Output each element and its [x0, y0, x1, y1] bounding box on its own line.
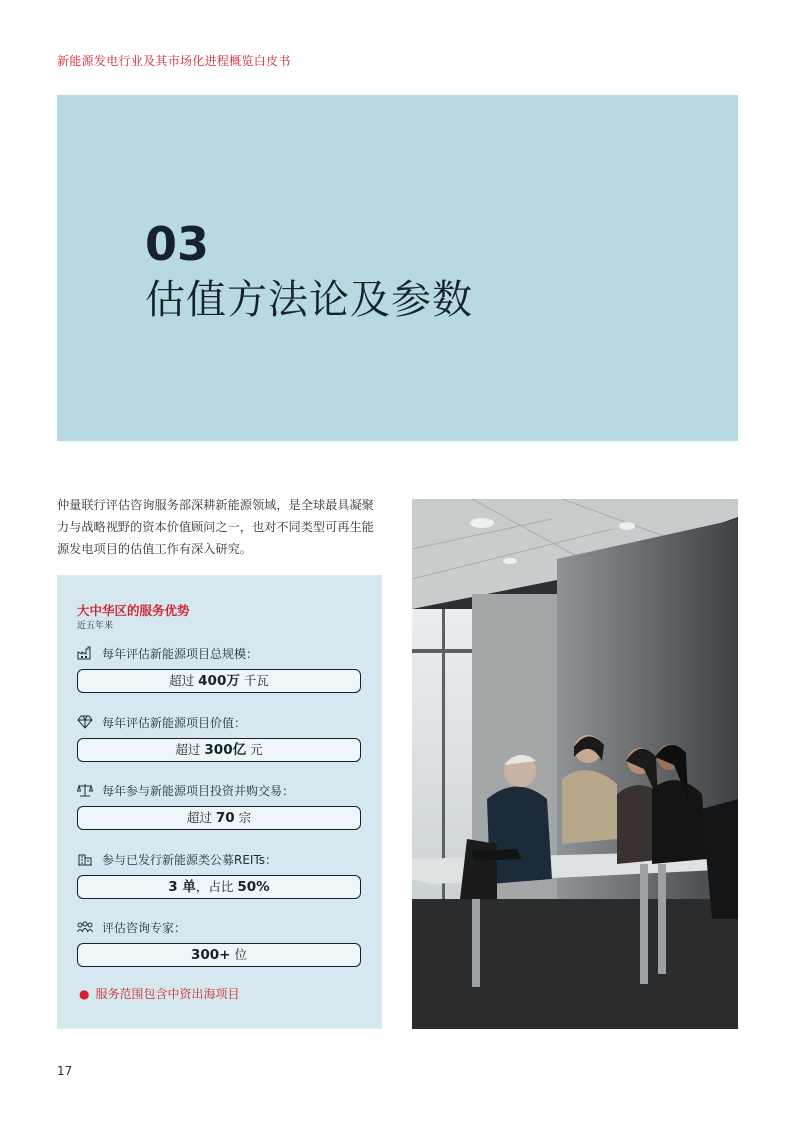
scale-icon	[77, 783, 93, 797]
intro-paragraph: 仲量联行评估咨询服务部深耕新能源领域，是全球最具凝聚力与战略视野的资本价值顾问之一，也对不同类型可再生能源发电项目的估值工作有深入研究。	[57, 498, 374, 556]
stat-value-box: 3 单，占比 50%	[77, 875, 361, 899]
stat-label: 每年评估新能源项目价值：	[102, 715, 247, 730]
stat-label: 参与已发行新能源类公募REITs：	[102, 852, 278, 867]
stat-value-box: 300+ 位	[77, 943, 361, 967]
service-advantages-panel	[57, 575, 382, 1029]
page-number: 17	[57, 1064, 73, 1078]
panel-subtitle: 近五年来	[77, 621, 114, 631]
panel-title: 大中华区的服务优势	[77, 603, 190, 618]
stat-value-box: 超过 70 宗	[77, 806, 361, 830]
stat-item	[77, 714, 361, 762]
stat-value-box: 超过 400万 千瓦	[77, 669, 361, 693]
bullet-dot-icon: ●	[79, 987, 90, 1001]
factory-icon	[77, 646, 93, 660]
people-icon	[77, 920, 93, 934]
chapter-number: 03	[145, 217, 210, 271]
diamond-icon	[77, 715, 93, 729]
stat-item	[77, 645, 361, 693]
stat-item	[77, 919, 361, 967]
building-icon	[77, 852, 93, 866]
running-header: 新能源发电行业及其市场化进程概览白皮书	[57, 54, 291, 68]
stat-label: 每年参与新能源项目投资并购交易：	[102, 783, 295, 798]
meeting-photo	[412, 499, 738, 1029]
stat-label: 每年评估新能源项目总规模：	[102, 646, 259, 661]
chapter-title: 估值方法论及参数	[145, 277, 473, 323]
stat-item	[77, 782, 361, 830]
stat-value-box: 超过 300亿 元	[77, 738, 361, 762]
stat-item	[77, 851, 361, 899]
service-note: ● 服务范围包含中资出海项目	[79, 987, 240, 1001]
stat-label: 评估咨询专家：	[102, 920, 187, 935]
